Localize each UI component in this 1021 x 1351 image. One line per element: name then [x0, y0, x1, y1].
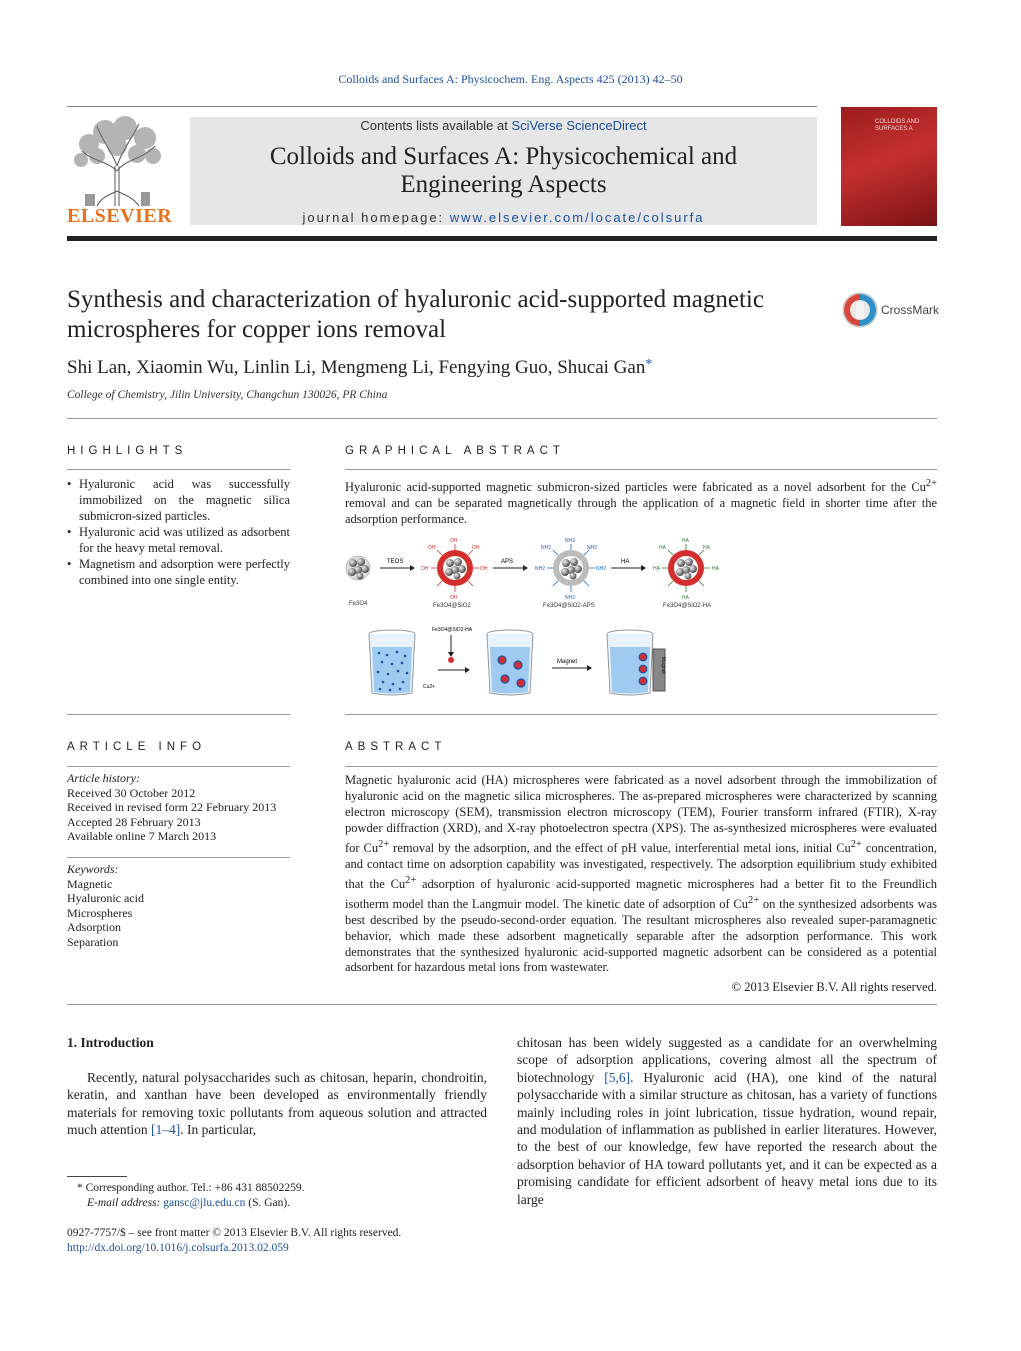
- cover-title: COLLOIDS AND SURFACES A: [875, 119, 920, 132]
- svg-text:NH2: NH2: [587, 545, 598, 551]
- contents-line: [190, 118, 817, 133]
- label-fe3o4-sio2-ha: Fe3O4@SiO2-HA: [663, 603, 712, 609]
- svg-text:OH: OH: [480, 566, 488, 572]
- keyword: Hyaluronic acid: [67, 891, 144, 905]
- author-names: Shi Lan, Xiaomin Wu, Linlin Li, Mengmeng Li, Fengying Guo, Shucai Gan: [67, 357, 646, 378]
- magnet-label: Magnet: [660, 657, 666, 674]
- keyword: Adsorption: [67, 920, 121, 934]
- keyword: Magnetic: [67, 876, 113, 891]
- abstract-copyright: © 2013 Elsevier B.V. All rights reserved.: [731, 980, 937, 994]
- highlight-item: • Magnetism and adsorption were perfectly combined into one single entity.: [67, 556, 290, 588]
- footnote-corr: Corresponding author. Tel.: +86 431 88502259.: [82, 1182, 305, 1194]
- introduction-column-1: [67, 1069, 487, 1139]
- article-info-heading: ARTICLE INFO: [67, 741, 207, 753]
- issn-block: [67, 1226, 487, 1256]
- beaker-cu-solution: [369, 630, 415, 695]
- svg-text:NH2: NH2: [565, 538, 576, 544]
- svg-text:NH2: NH2: [596, 566, 607, 572]
- beaker-magnetic-separation: [607, 630, 653, 695]
- svg-text:NH2: NH2: [565, 595, 576, 601]
- fe3o4-particle: [346, 556, 370, 580]
- graphical-abstract-text: [345, 476, 937, 527]
- journal-homepage-link[interactable]: www.elsevier.com/locate/colsurfa: [449, 210, 705, 225]
- crossmark-badge[interactable]: [841, 290, 940, 330]
- svg-text:NH2: NH2: [541, 545, 552, 551]
- history-entry: Available online 7 March 2013: [67, 829, 217, 843]
- front-matter-line: 0927-7757/$ – see front matter © 2013 Elsevier B.V. All rights reserved.: [67, 1227, 402, 1239]
- journal-title-line2: Engineering Aspects: [400, 171, 607, 198]
- article-info-mid-rule: [67, 857, 290, 858]
- affiliation: College of Chemistry, Jilin University, Changchun 130026, PR China: [67, 389, 388, 401]
- history-label: Article history:: [67, 771, 140, 785]
- journal-homepage-line: [190, 210, 817, 225]
- graphical-abstract-bottom-rule: [345, 714, 937, 715]
- intro-text: Recently, natural polysaccharides such as chitosan, heparin, chondroitin, keratin, and xanthan have been developed as environmentally friendly materials for removing toxic pollutants from aqueous solution and attracted much attention: [67, 1070, 487, 1138]
- label-fe3o4-sio2: Fe3O4@SiO2: [433, 603, 471, 609]
- arrow-label-aps: APS: [501, 559, 514, 565]
- highlight-item: • Hyaluronic acid was successfully immobilized on the magnetic silica submicron-sized particles.: [67, 476, 290, 524]
- abstract-superscript: 2+: [405, 874, 417, 886]
- svg-text:OH: OH: [472, 545, 480, 551]
- header-bottom-rule: [67, 236, 937, 241]
- ha-particle-dot: [448, 657, 454, 663]
- arrow-label-magnet: Magnet: [557, 659, 578, 665]
- abstract-part: adsorption of hyaluronic acid-supported magnetic microspheres had a better fit to the Freundlich isotherm model than the Langmuir model. The kinetic date of adsorption of Cu: [345, 876, 937, 911]
- svg-text:NH2: NH2: [535, 566, 546, 572]
- footnote-rule: [67, 1176, 127, 1177]
- label-fe3o4-sio2-aps: Fe3O4@SiO2-APS: [543, 603, 595, 609]
- history-entry: Accepted 28 February 2013: [67, 814, 201, 829]
- journal-title: [190, 143, 817, 199]
- ga-text-part: Hyaluronic acid-supported magnetic submicron-sized particles were fabricated as a novel adsorbent for the Cu: [345, 480, 926, 495]
- graphical-abstract-figure[interactable]: [345, 535, 737, 705]
- email-suffix: (S. Gan).: [245, 1197, 291, 1209]
- reference-link[interactable]: [5,6]: [604, 1069, 631, 1085]
- introduction-heading: 1. Introduction: [67, 1035, 154, 1050]
- article-info-rule: [67, 766, 290, 767]
- keyword: Microspheres: [67, 905, 133, 920]
- article-history: [67, 771, 290, 844]
- abstract-heading: ABSTRACT: [345, 741, 447, 753]
- footnote-mark: *: [77, 1182, 83, 1194]
- abstract-part: concentration, and contact time on adsorption capability was investigated, respectively. The adsorption equilibrium study exhibited that the Cu: [345, 840, 937, 891]
- svg-text:HA: HA: [682, 595, 689, 601]
- arrow-label-teos: TEOS: [387, 559, 404, 565]
- svg-text:HA: HA: [653, 566, 660, 572]
- introduction-column-2: [517, 1034, 937, 1208]
- keyword: Separation: [67, 934, 119, 949]
- label-cu: Cu2+: [423, 684, 436, 690]
- email-link[interactable]: gansc@jlu.edu.cn: [163, 1197, 246, 1209]
- journal-citation[interactable]: Colloids and Surfaces A: Physicochem. Eng. Aspects 425 (2013) 42–50: [338, 72, 683, 86]
- history-entry: Received 30 October 2012: [67, 785, 196, 800]
- intro-text: . In particular,: [180, 1122, 257, 1138]
- keywords: [67, 862, 290, 949]
- corresponding-author-footnote: [67, 1181, 487, 1211]
- elsevier-tree-icon: [67, 116, 167, 208]
- svg-text:HA: HA: [703, 545, 710, 551]
- label-fe3o4: Fe3O4: [349, 601, 368, 607]
- history-entry: Received in revised form 22 February 2013: [67, 800, 277, 814]
- arrow-label-ha: HA: [621, 559, 630, 565]
- article-title: [67, 285, 827, 345]
- highlights-list: [67, 476, 290, 588]
- highlights-heading: HIGHLIGHTS: [67, 445, 188, 457]
- email-label: E-mail address:: [87, 1197, 164, 1209]
- homepage-prefix: journal homepage:: [302, 210, 450, 225]
- highlight-item: • Hyaluronic acid was utilized as adsorbent for the heavy metal removal.: [67, 524, 290, 556]
- corresponding-author-mark[interactable]: *: [645, 357, 653, 372]
- header-top-rule: [67, 106, 817, 107]
- intro-text: . Hyaluronic acid (HA), one kind of the natural polysaccharide with a similar structure as chitosan, has a variety of functions mainly including roles in joint lubrication, tissue hydration, wound repair, and modulation of inflammation as published in earlier literatures. However, to the best of our knowledge, few have reported the research about the adsorption behavior of HA toward pollutants yet, and it can be expected as a promising candidate for efficient adsorbent of heavy metal ions due to its large: [517, 1069, 937, 1207]
- crossmark-label: CrossMark: [881, 303, 940, 317]
- author-list: [67, 357, 652, 379]
- svg-text:HA: HA: [659, 545, 666, 551]
- abstract-part: removal by the adsorption, and the effect of pH value, interferential metal ions, initial Cu: [389, 840, 851, 855]
- sciencedirect-link[interactable]: SciVerse ScienceDirect: [511, 118, 647, 133]
- ga-text-part: removal and can be separated magnetically through the application of a magnetic field in shorter time after the adsorption performance.: [345, 496, 937, 527]
- abstract-bottom-rule: [67, 1004, 937, 1005]
- elsevier-logo[interactable]: [67, 116, 173, 228]
- doi-link[interactable]: http://dx.doi.org/10.1016/j.colsurfa.2013.02.059: [67, 1242, 289, 1254]
- abstract-superscript: 2+: [748, 894, 760, 906]
- abstract-text: [345, 773, 937, 976]
- graphical-abstract-heading: GRAPHICAL ABSTRACT: [345, 445, 565, 457]
- highlights-bottom-rule: [67, 714, 290, 715]
- highlights-rule: [67, 469, 290, 470]
- elsevier-wordmark: ELSEVIER: [67, 205, 173, 227]
- svg-text:OH: OH: [450, 595, 458, 601]
- ga-superscript: 2+: [925, 478, 937, 489]
- crossmark-icon: [841, 290, 879, 330]
- affiliation-rule: [67, 418, 937, 419]
- label-ha-reagent: Fe3O4@SiO2-HA: [432, 627, 473, 633]
- fe3o4-sio2-ha-particle: [662, 544, 710, 592]
- article-title-line1: Synthesis and characterization of hyaluronic acid-supported magnetic: [67, 286, 764, 313]
- intro-text: chitosan has been widely suggested as a candidate for an overwhelming scope of adsorption applications, covering almost all the spectrum of biotechnology: [517, 1035, 937, 1085]
- graphical-abstract-rule: [345, 469, 937, 470]
- keywords-label: Keywords:: [67, 862, 119, 876]
- abstract-superscript: 2+: [850, 838, 862, 850]
- abstract-part: on the synthesized adsorbents was best described by the pseudo-second-order equation. The resultant microspheres also revealed super-paramagnetic behavior, which made these adsorbent magnetically separable after the adsorption performance. This work demonstrates that the synthesized hyaluronic acid-supported magnetic adsorbent can be considered as a potential adsorbent for hazardous metal ions from wastewater.: [345, 896, 937, 975]
- svg-text:HA: HA: [712, 566, 719, 572]
- article-title-line2: microspheres for copper ions removal: [67, 316, 447, 343]
- svg-text:OH: OH: [421, 566, 429, 572]
- svg-text:OH: OH: [450, 538, 458, 544]
- fe3o4-sio2-particle: [431, 544, 479, 592]
- abstract-part: Magnetic hyaluronic acid (HA) microspheres were fabricated as a novel adsorbent through the immobilization of hyaluronic acid on the magnetic silica microspheres. The as-prepared microspheres were characterized by scanning electron microscopy (SEM), transmission electron microscopy (TEM), Fourier transform infrared (FTIR), X-ray powder diffraction (XRD), and X-ray photoelectron spectra (XPS). The as-synthesized microspheres were evaluated for Cu: [345, 773, 937, 855]
- journal-cover-image[interactable]: [841, 107, 937, 226]
- journal-title-line1: Colloids and Surfaces A: Physicochemical and: [269, 143, 738, 170]
- fe3o4-sio2-aps-particle: [547, 544, 598, 592]
- contents-prefix: Contents lists available at: [360, 118, 512, 133]
- beaker-adsorption: [487, 630, 533, 695]
- svg-text:OH: OH: [428, 545, 436, 551]
- abstract-rule: [345, 766, 937, 767]
- svg-text:HA: HA: [682, 538, 689, 544]
- reference-link[interactable]: [1–4]: [150, 1122, 181, 1138]
- abstract-superscript: 2+: [378, 838, 390, 850]
